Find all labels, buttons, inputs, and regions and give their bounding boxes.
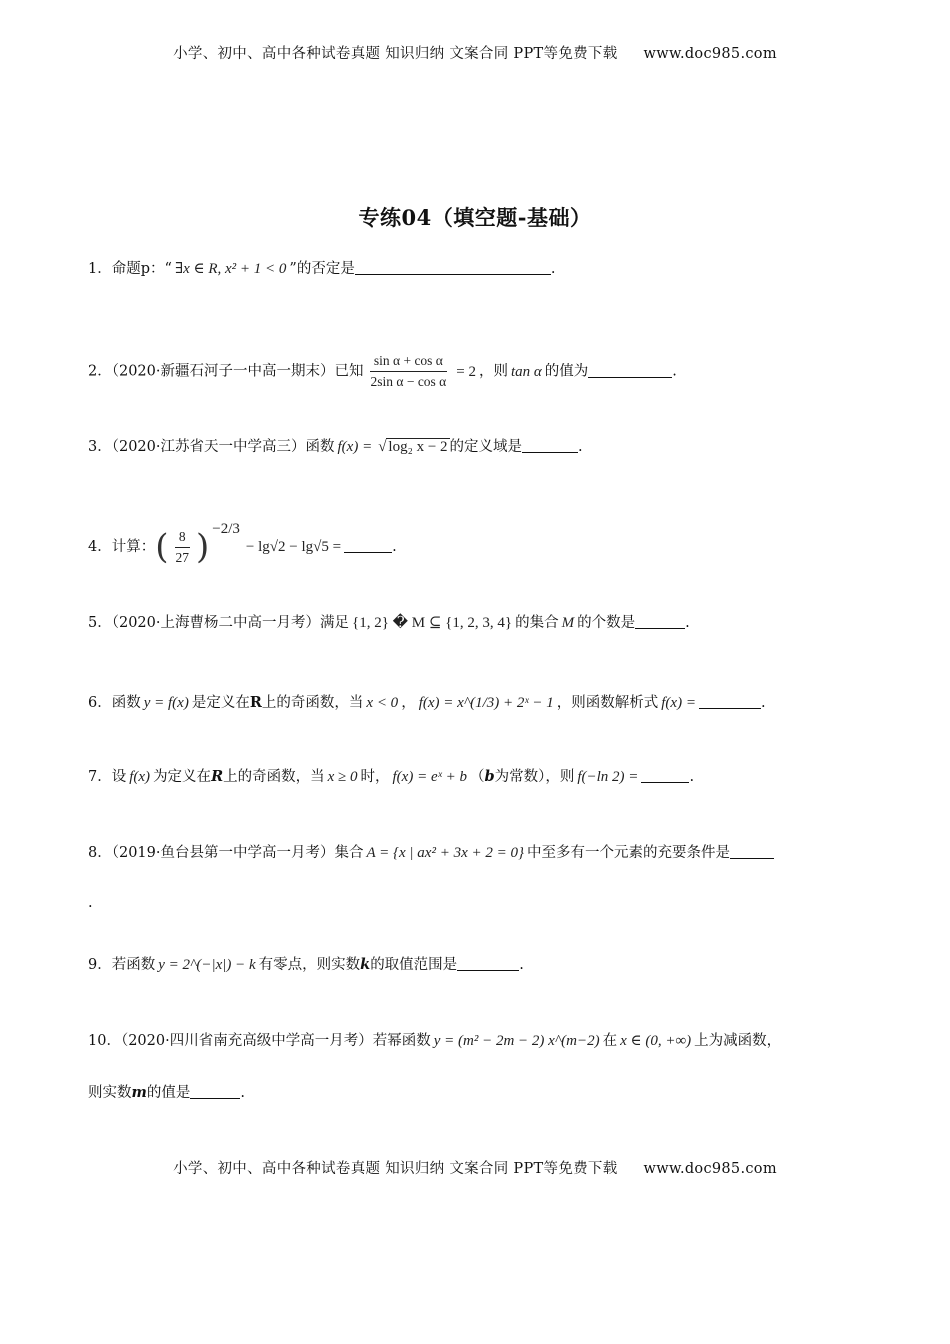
header-link[interactable]: www.doc985.com bbox=[643, 46, 777, 62]
question-9: 9．若函数 y = 2^(−|x|) − k 有零点，则实数k的取值范围是 . bbox=[88, 956, 524, 973]
answer-blank[interactable] bbox=[699, 693, 761, 709]
question-5: 5．（2020·上海曹杨二中高一月考）满足 {1, 2} � M ⊆ {1, 2, 3, 4} 的集合 M 的个数是 . bbox=[88, 615, 690, 631]
answer-blank[interactable] bbox=[457, 955, 519, 971]
question-10-line2: 则实数m的值是 . bbox=[88, 1084, 245, 1101]
question-4: 4．计算：( $\frac{8}{27}$ ) $^{-2/3}$− lg√2 − lg√5 = . bbox=[88, 521, 397, 567]
answer-blank[interactable] bbox=[344, 537, 392, 553]
question-6: 6．函数 y = f(x) 是定义在R上的奇函数，当 x < 0 ， f(x) = x^(1/3) + 2ˣ − 1 ，则函数解析式 f(x) = . bbox=[88, 694, 766, 711]
question-1: 1．命题p：“ ∃x ∈ R, x² + 1 < 0 ”的否定是 . bbox=[88, 261, 556, 277]
answer-blank[interactable] bbox=[190, 1083, 240, 1099]
answer-blank[interactable] bbox=[588, 362, 672, 378]
page-title: 专练04（填空题-基础） bbox=[358, 205, 592, 230]
exponent: −2/3 bbox=[212, 521, 240, 537]
header-text: 小学、初中、高中各种试卷真题 知识归纳 文案合同 PPT等免费下载 bbox=[173, 46, 618, 62]
math-expr: ∃x ∈ R, x² + 1 < 0 bbox=[174, 261, 287, 277]
page-footer bbox=[0, 1157, 950, 1178]
question-8-end: . bbox=[88, 895, 93, 911]
answer-blank[interactable] bbox=[635, 613, 685, 629]
question-7: 7．设 f(x) 为定义在R上的奇函数，当 x ≥ 0 时， f(x) = eˣ + b （b为常数），则 f(−ln 2) = . bbox=[88, 768, 695, 785]
fraction: $\frac{\text{sin α + cos α}}{\text{2sin α − cos α}}$ bbox=[370, 353, 447, 389]
question-8: 8．（2019·鱼台县第一中学高一月考）集合 A = {x | ax² + 3x + 2 = 0} 中至多有一个元素的充要条件是 bbox=[88, 842, 868, 864]
answer-blank[interactable] bbox=[522, 437, 578, 453]
question-10: 10．（2020·四川省南充高级中学高一月考）若幂函数 y = (m² − 2m − 2) x^(m−2) 在 x ∈ (0, +∞) 上为减函数， bbox=[88, 1033, 782, 1049]
answer-blank[interactable] bbox=[730, 843, 774, 859]
footer-text: 小学、初中、高中各种试卷真题 知识归纳 文案合同 PPT等免费下载 bbox=[173, 1161, 618, 1177]
radicand: log₂ x − 2 bbox=[388, 439, 448, 455]
footer-link[interactable]: www.doc985.com bbox=[643, 1161, 777, 1177]
question-2: 2．（2020·新疆石河子一中高一期末）已知 $\frac{\text{sin α + cos α}}{\text{2sin α − cos α}}$ = 2 ，则 tan α 的值为 . bbox=[88, 353, 677, 389]
question-3: 3．（2020·江苏省天一中学高三）函数 f(x) = √ log₂ x − 2 的定义域是 . bbox=[88, 439, 583, 455]
answer-blank[interactable] bbox=[641, 767, 689, 783]
fraction: $\frac{8}{27}$ bbox=[175, 528, 189, 565]
page-header bbox=[0, 42, 950, 63]
answer-blank[interactable] bbox=[355, 259, 551, 275]
